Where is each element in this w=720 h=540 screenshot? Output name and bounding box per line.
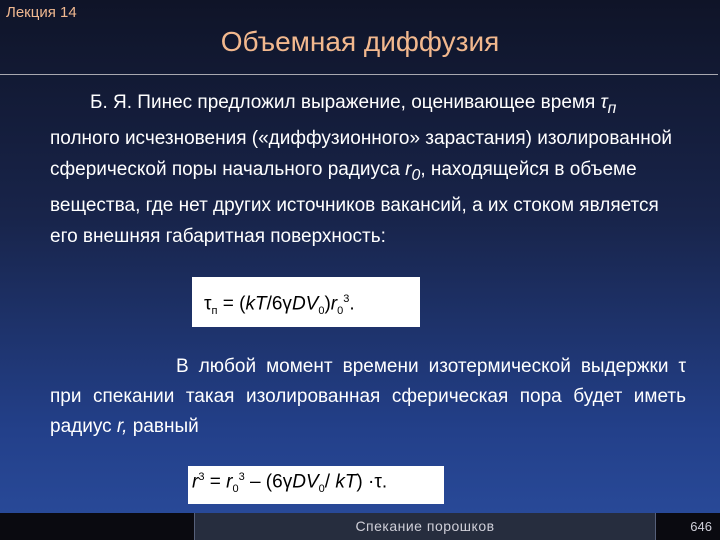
f1-tau: τ xyxy=(204,293,212,315)
paragraph-radius xyxy=(50,352,686,442)
f2-tail: ) ·τ. xyxy=(356,471,388,493)
f1-close: ) xyxy=(324,293,331,315)
para2-tau: τ xyxy=(678,356,686,377)
tau-char: τ xyxy=(600,92,608,113)
f2-r0-sub: 0 xyxy=(232,483,239,496)
para1-mid: полного исчезновения («диффузионного» зарастания) изолированной сферической поры начального радиуса xyxy=(50,128,672,180)
footer-title: Спекание порошков xyxy=(194,513,656,540)
f2-eq: = xyxy=(204,471,227,493)
f2-dv: DV xyxy=(292,471,319,493)
f2-r0-sup: 3 xyxy=(238,471,245,483)
f2-r-sup: 3 xyxy=(198,471,205,483)
f2-kt: kT xyxy=(335,471,357,493)
para2-text1: В любой момент времени изотермической выдержки xyxy=(176,356,669,377)
f1-tail: . xyxy=(349,293,355,315)
f2-r0: r xyxy=(226,471,233,493)
para1-intro: Б. Я. Пинес предложил выражение, оценивающее время xyxy=(90,92,596,113)
para2-text2: при спекании такая изолированная сферическая пора будет иметь радиус xyxy=(50,386,686,437)
f1-r: r xyxy=(330,293,338,315)
f1-dv-sub: 0 xyxy=(318,305,325,318)
formula-pore-time xyxy=(192,277,420,327)
f2-r: r xyxy=(192,471,199,493)
f2-dv-sub: 0 xyxy=(318,483,325,496)
paragraph-pines xyxy=(50,88,686,252)
f1-kt: kT xyxy=(245,293,267,315)
page-number: 646 xyxy=(690,519,712,534)
tau-subscript: п xyxy=(607,99,617,117)
r-subscript: 0 xyxy=(411,166,421,184)
f2-slash: / xyxy=(324,471,336,493)
slide-title: Объемная диффузия xyxy=(220,26,500,57)
f1-dv: DV xyxy=(291,293,319,315)
formula-pore-radius xyxy=(188,466,444,504)
lecture-label: Лекция 14 xyxy=(6,4,77,21)
tau-symbol xyxy=(600,92,617,117)
r-char: r xyxy=(405,158,412,180)
r0-symbol xyxy=(405,158,421,184)
para1-end: , находящейся в объеме вещества, где нет других источников вакансий, а их стоком является его внешняя габаритная поверхность: xyxy=(50,158,659,247)
title-divider xyxy=(0,74,718,75)
f1-mid: /6γ xyxy=(266,293,292,315)
para2-r: r, xyxy=(116,416,128,437)
f2-minus: – (6γ xyxy=(244,471,293,493)
f1-r-sup: 3 xyxy=(343,293,350,305)
para2-text3: равный xyxy=(132,416,199,437)
f1-tau-sub: п xyxy=(211,305,218,318)
f1-eq-open: = ( xyxy=(217,293,246,315)
f1-r-sub: 0 xyxy=(337,305,344,318)
